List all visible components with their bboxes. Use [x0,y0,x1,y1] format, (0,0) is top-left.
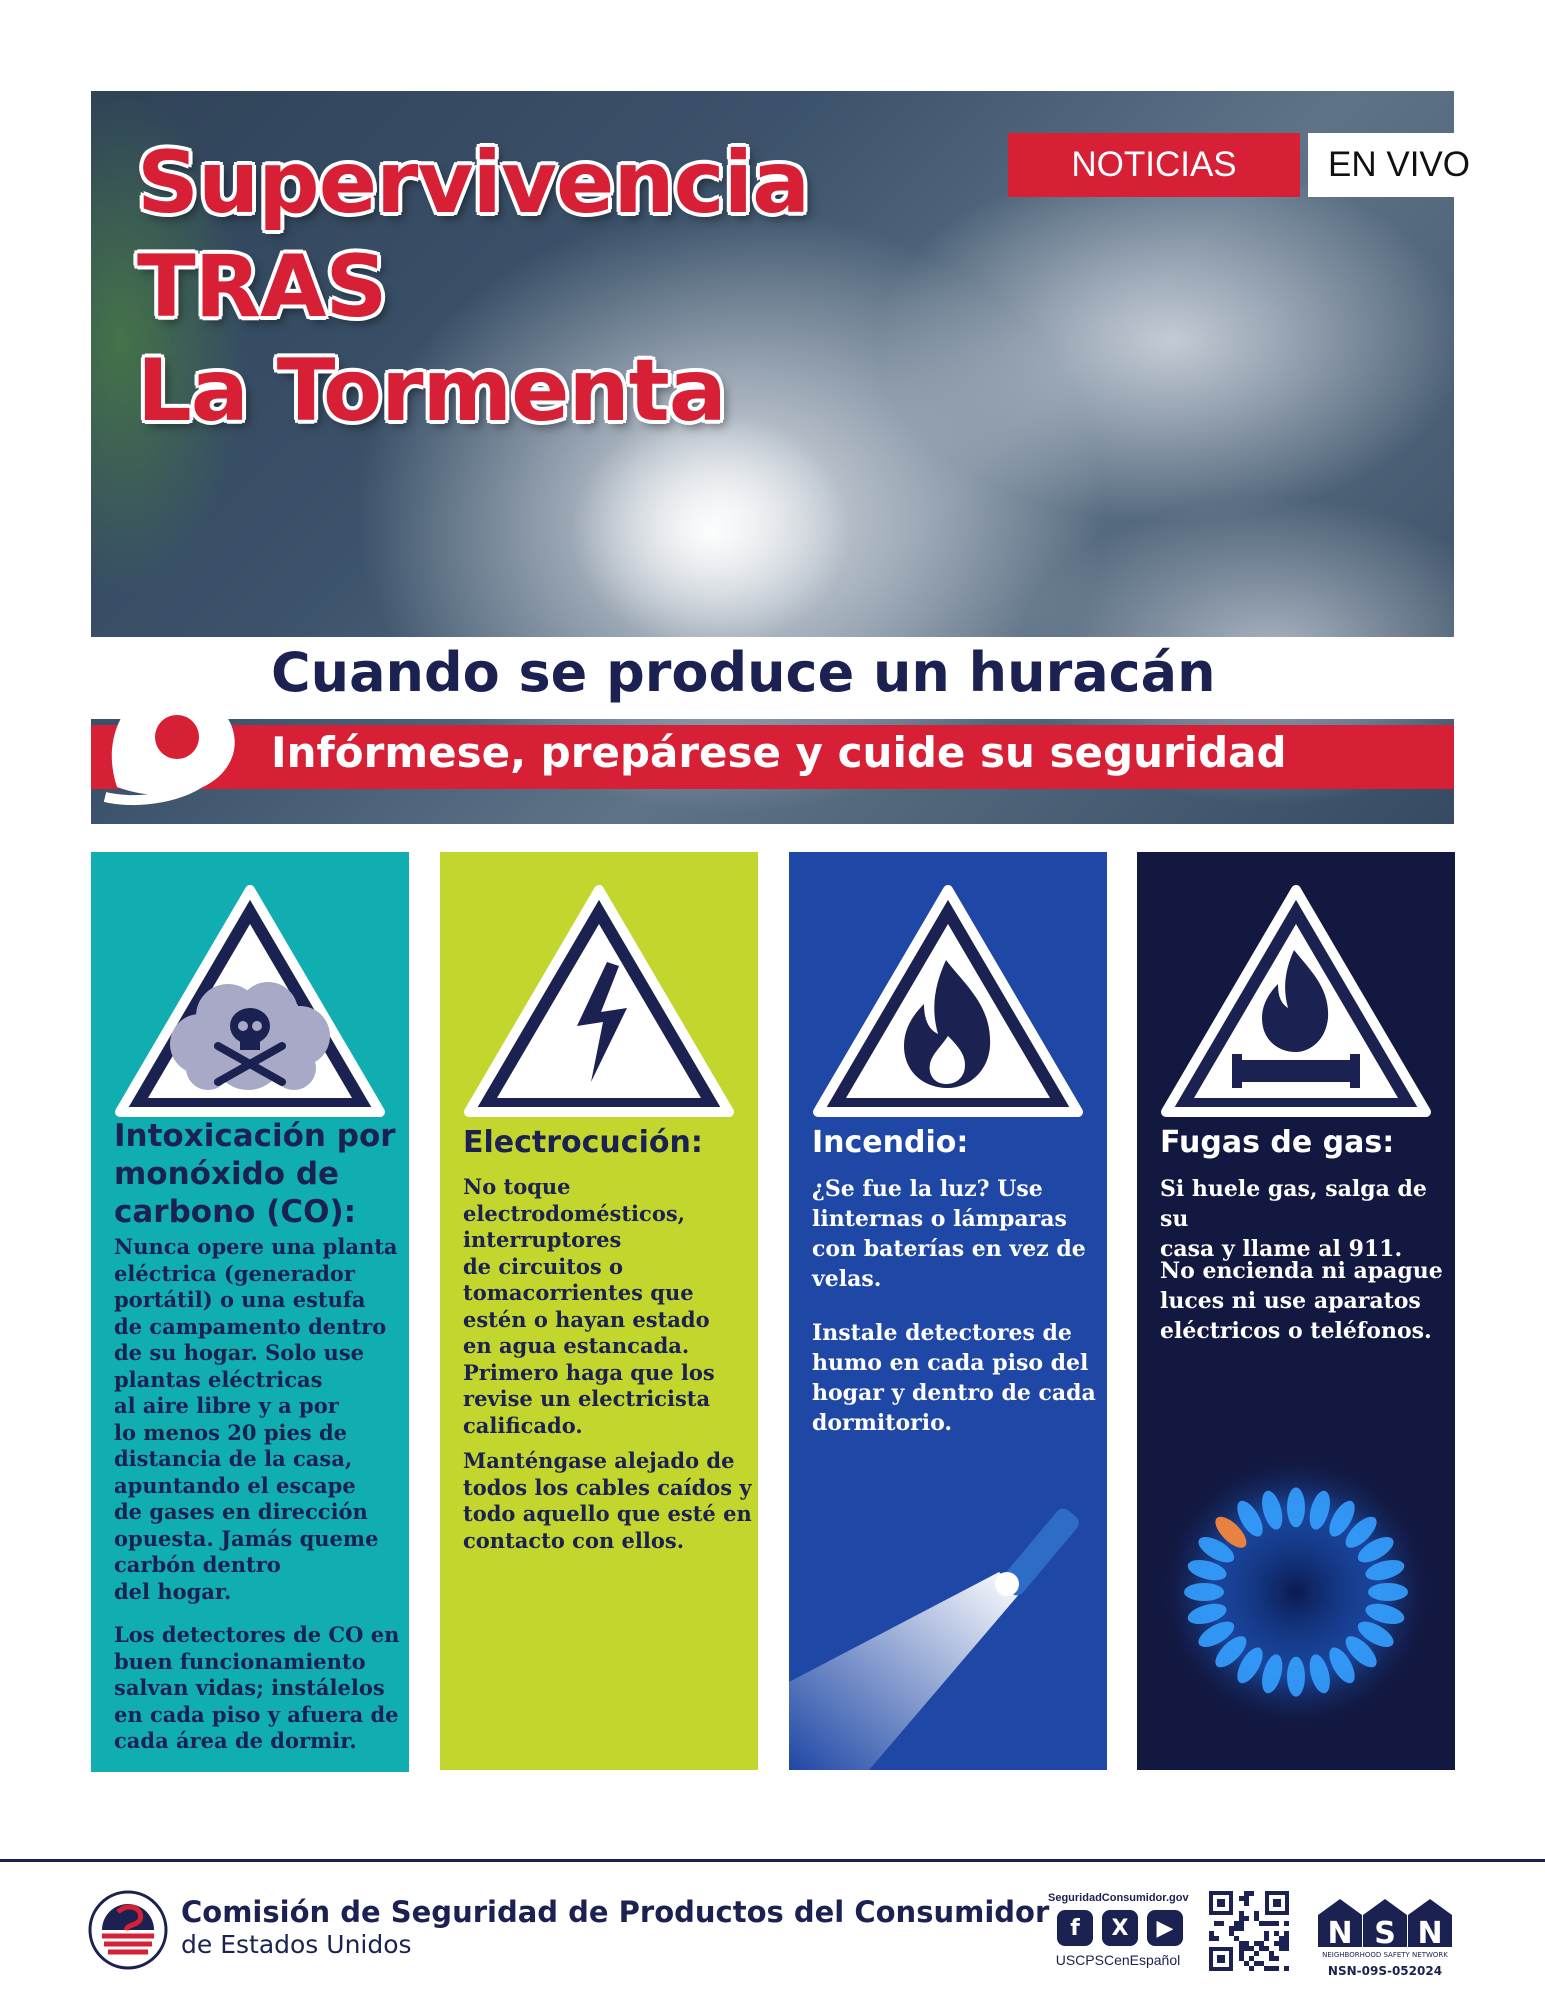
live-badge: EN VIVO [1308,133,1490,197]
nsn-letter-2: S [1374,1916,1396,1951]
qr-cell [1254,1911,1259,1916]
qr-cell [1279,1941,1284,1946]
qr-cell [1284,1921,1289,1926]
qr-cell [1234,1926,1239,1931]
qr-cell [1209,1931,1214,1936]
electrocution-title: Electrocución: [463,1125,703,1160]
nsn-tagline: NEIGHBORHOOD SAFETY NETWORK [1322,1951,1448,1959]
fire-paragraph-2: Instale detectores de humo en cada piso del hogar y dentro de cada dormitorio. [812,1320,1096,1436]
qr-cell [1214,1921,1219,1926]
qr-cell [1244,1916,1249,1921]
footer-rule [0,1859,1545,1862]
facebook-icon[interactable]: f [1057,1910,1093,1946]
qr-cell [1234,1921,1239,1926]
nsn-code: NSN-09S-052024 [1327,1964,1443,1978]
qr-cell [1249,1946,1254,1951]
qr-cell [1274,1966,1279,1971]
burner-flame [1368,1583,1408,1601]
qr-cell [1284,1936,1289,1941]
gas-burner-icon [1137,1452,1455,1770]
subheadline: Infórmese, prepárese y cuide su seguridad [271,728,1287,777]
qr-cell [1259,1921,1264,1926]
hero-title-line-2: TRAS [137,237,387,337]
qr-cell [1239,1956,1244,1961]
qr-cell [1274,1956,1279,1961]
qr-cell [1284,1966,1289,1971]
qr-cell [1234,1936,1239,1941]
x-icon[interactable]: X [1102,1910,1138,1946]
qr-cell [1264,1921,1269,1926]
hero-title-line-3: La Tormenta [137,341,726,441]
agency-subtitle: de Estados Unidos [181,1930,412,1959]
qr-cell [1249,1891,1254,1896]
youtube-icon[interactable]: ▶ [1147,1910,1183,1946]
gas-title: Fugas de gas: [1160,1125,1395,1160]
co-paragraph-1: Nunca opere una planta eléctrica (generador portátil) o una estufa de campamento dentro de su hogar. Solo use plantas eléctricas al aire libre y a por lo menos 20 pies de distancia de la casa, apuntando el escape de gases en dirección opuesta. Jamás queme carbón dentro del hogar. [114,1234,398,1604]
qr-cell [1269,1951,1274,1956]
social-handle: USCPSCenEspañol [1055,1952,1181,1968]
electrocution-paragraph-1: No toque electrodomésticos, interruptores de circuitos o tomacorrientes que estén o hayan estado en agua estancada. Primero haga que los revise un electricista calificado. [463,1174,715,1438]
qr-cell [1239,1911,1244,1916]
flashlight-icon [789,1452,1107,1770]
qr-cell [1264,1966,1269,1971]
qr-cell [1274,1921,1279,1926]
qr-cell [1254,1916,1259,1921]
qr-cell [1229,1931,1234,1936]
hurricane-icon [97,647,249,807]
agency-name: Comisión de Seguridad de Productos del Consumidor [181,1895,1050,1929]
qr-cell [1254,1961,1259,1966]
qr-cell [1244,1891,1249,1896]
social-links [1057,1910,1183,1946]
qr-cell [1239,1941,1244,1946]
qr-cell [1269,1921,1274,1926]
nsn-letter-3: N [1417,1916,1443,1951]
qr-cell [1244,1961,1249,1966]
qr-cell [1269,1956,1274,1961]
qr-cell [1279,1936,1284,1941]
qr-cell [1259,1946,1264,1951]
gas-pipe-flame-icon [1154,876,1438,1126]
qr-cell [1259,1941,1264,1946]
qr-cell [1209,1936,1214,1941]
burner-flame [1184,1583,1224,1601]
cpsc-seal-icon [88,1890,168,1970]
burner-flame [1287,1487,1305,1527]
qr-cell [1284,1946,1289,1951]
panel-electrocution [440,852,758,1770]
gas-paragraph-2: No encienda ni apague luces ni use aparatos eléctricos o teléfonos. [1160,1258,1443,1344]
qr-cell [1239,1921,1244,1926]
website-link[interactable]: SeguridadConsumidor.gov [1048,1892,1189,1904]
qr-cell [1264,1936,1269,1941]
qr-cell [1264,1931,1269,1936]
qr-cell [1239,1951,1244,1956]
qr-cell [1274,1931,1279,1936]
nsn-logo-icon [1316,1895,1454,1980]
qr-cell [1244,1941,1249,1946]
co-title: Intoxicación por monóxido de carbono (CO): [114,1118,396,1230]
panel-fire [789,852,1107,1770]
co-paragraph-2: Los detectores de CO en buen funcionamiento salvan vidas; instálelos en cada piso y afuera de cada área de dormir. [114,1622,400,1753]
qr-cell [1239,1916,1244,1921]
qr-cell [1229,1926,1234,1931]
qr-cell [1244,1946,1249,1951]
qr-cell [1219,1921,1224,1926]
qr-code-icon[interactable] [1209,1891,1289,1971]
news-badge: NOTICIAS [1008,133,1300,197]
hero-banner [91,91,1470,824]
qr-cell [1259,1961,1264,1966]
flame-icon [806,876,1090,1126]
headline: Cuando se produce un huracán [271,641,1216,704]
electrocution-paragraph-2: Manténgase alejado de todos los cables caídos y todo aquello que esté en contacto con ellos. [463,1448,752,1553]
burner-flame [1287,1657,1305,1697]
fire-paragraph-1: ¿Se fue la luz? Use linternas o lámparas con baterías en vez de velas. [812,1176,1086,1292]
qr-cell [1269,1966,1274,1971]
qr-cell [1239,1926,1244,1931]
lightning-bolt-icon [457,876,741,1126]
hero-title [137,131,809,443]
qr-cell [1244,1901,1249,1906]
qr-cell [1239,1896,1244,1901]
qr-cell [1284,1931,1289,1936]
nsn-letter-1: N [1327,1916,1353,1951]
qr-cell [1279,1946,1284,1951]
qr-cell [1214,1936,1219,1941]
fire-title: Incendio: [812,1125,969,1160]
qr-cell [1249,1966,1254,1971]
qr-cell [1284,1941,1289,1946]
qr-cell [1264,1946,1269,1951]
skull-smoke-icon [108,876,392,1126]
gas-paragraph-1: Si huele gas, salga de su casa y llame al 911. [1160,1176,1427,1262]
qr-cell [1274,1941,1279,1946]
qr-cell [1254,1941,1259,1946]
qr-cell [1239,1946,1244,1951]
qr-cell [1254,1951,1259,1956]
qr-cell [1249,1956,1254,1961]
hero-title-line-1: Supervivencia [137,133,810,233]
qr-cell [1244,1896,1249,1901]
panel-gas-leak [1137,852,1455,1770]
panel-carbon-monoxide [91,852,409,1772]
